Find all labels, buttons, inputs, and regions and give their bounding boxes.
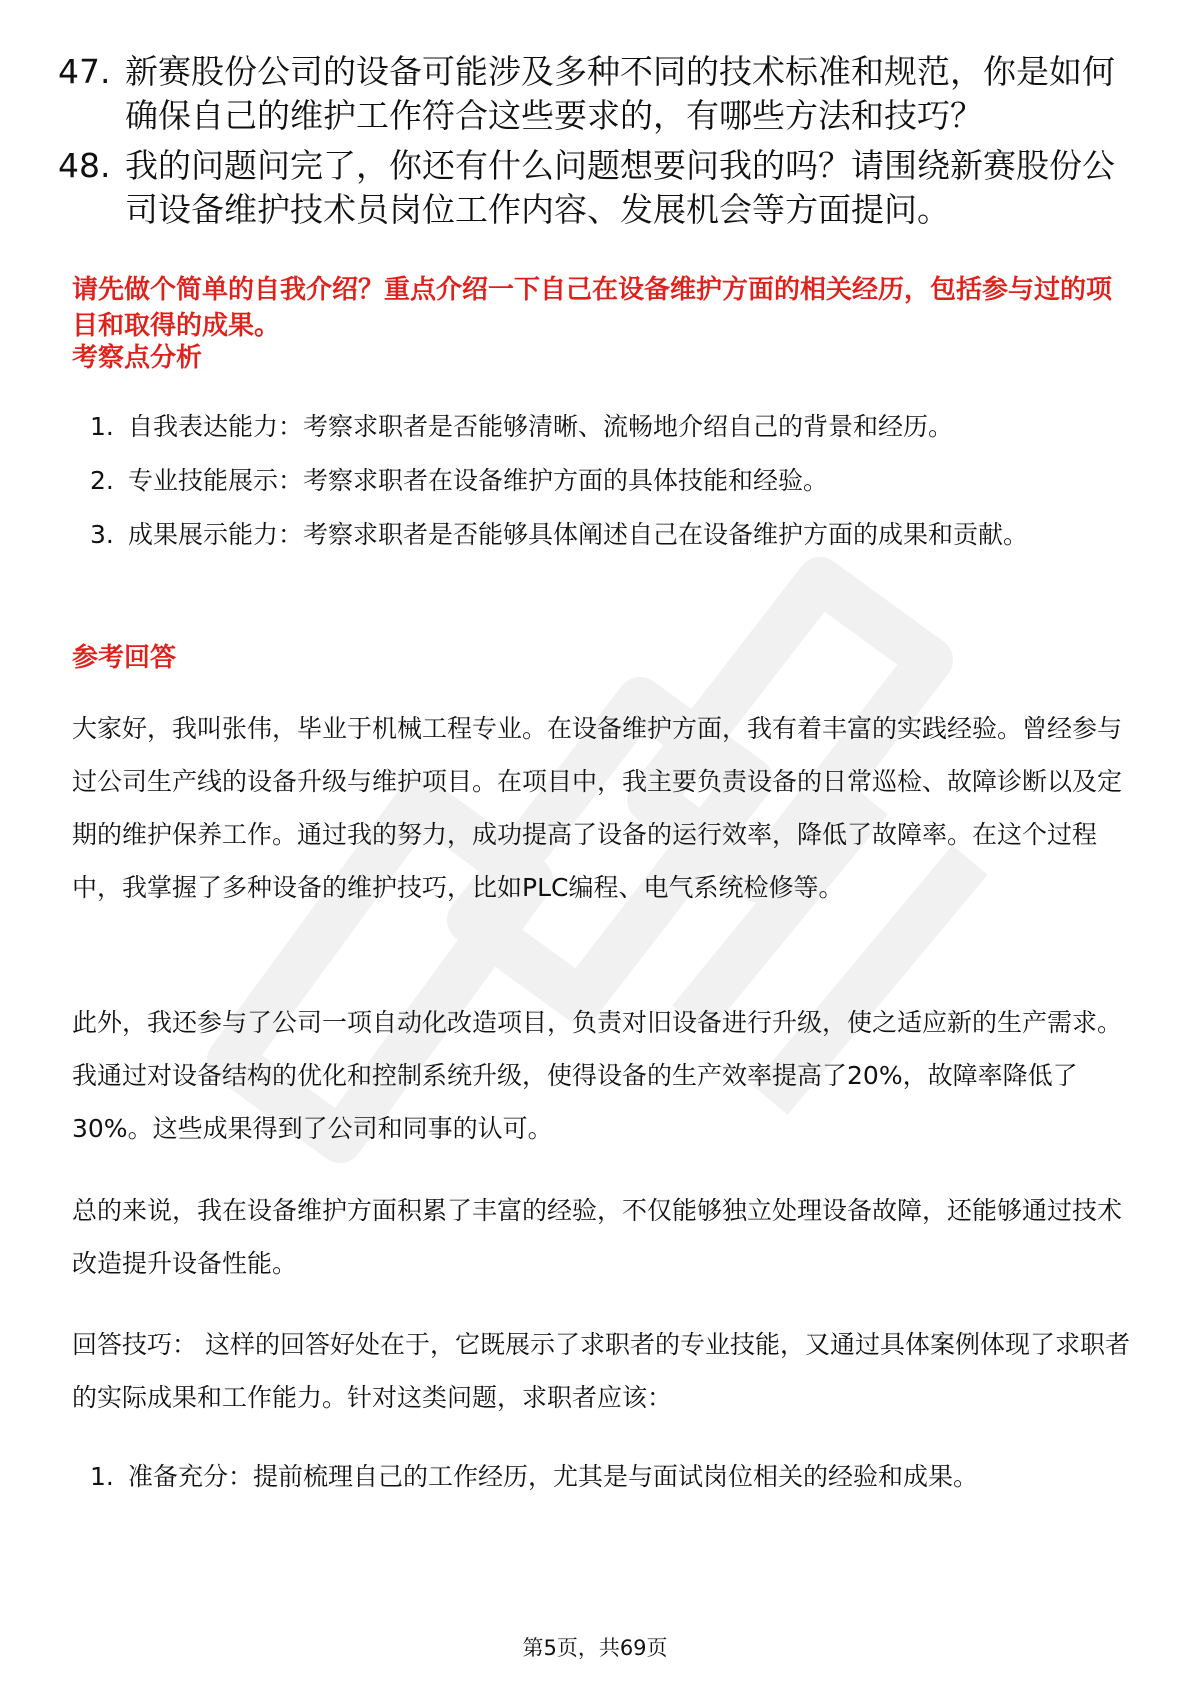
list-number: 1. <box>90 412 114 441</box>
page-footer: 第5页，共69页 <box>522 1636 668 1660</box>
question-number: 48. <box>58 146 111 185</box>
list-text: 专业技能展示：考察求职者在设备维护方面的具体技能和经验。 <box>128 466 829 495</box>
answer-paragraph: 大家好，我叫张伟，毕业于机械工程专业。在设备维护方面，我有着丰富的实践经验。曾经参与过公司生产线的设备升级与维护项目。在项目中，我主要负责设备的日常巡检、故障诊断以及定期的维护保养工作。通过我的努力，成功提高了设备的运行效率，降低了故障率。在这个过程中，我掌握了多种设备的维护技巧，比如PLC编程、电气系统检修等。 <box>72 714 1123 902</box>
question-text: 新赛股份公司的设备可能涉及多种不同的技术标准和规范，你是如何确保自己的维护工作符合这些要求的，有哪些方法和技巧？ <box>125 52 1115 135</box>
list-number: 3. <box>90 520 114 549</box>
list-text: 准备充分：提前梳理自己的工作经历，尤其是与面试岗位相关的经验和成果。 <box>128 1462 979 1491</box>
answer-tips-paragraph: 回答技巧： 这样的回答好处在于，它既展示了求职者的专业技能，又通过具体案例体现了求职者的实际成果和工作能力。针对这类问题，求职者应该： <box>72 1330 1130 1412</box>
list-number: 1. <box>90 1462 114 1491</box>
question-number: 47. <box>58 52 111 91</box>
answer-paragraph: 总的来说，我在设备维护方面积累了丰富的经验，不仅能够独立处理设备故障，还能够通过技术改造提升设备性能。 <box>72 1196 1123 1278</box>
reference-heading: 参考回答 <box>72 643 177 673</box>
list-text: 自我表达能力：考察求职者是否能够清晰、流畅地介绍自己的背景和经历。 <box>128 412 954 441</box>
analysis-heading: 考察点分析 <box>72 343 203 373</box>
list-number: 2. <box>90 466 114 495</box>
question-text: 我的问题问完了，你还有什么问题想要问我的吗？请围绕新赛股份公司设备维护技术员岗位工作内容、发展机会等方面提问。 <box>125 146 1115 229</box>
current-question: 请先做个简单的自我介绍？重点介绍一下自己在设备维护方面的相关经历，包括参与过的项目和取得的成果。 <box>72 275 1113 341</box>
answer-paragraph: 此外，我还参与了公司一项自动化改造项目，负责对旧设备进行升级，使之适应新的生产需求。我通过对设备结构的优化和控制系统升级，使得设备的生产效率提高了20%，故障率降低了30%。这些成果得到了公司和同事的认可。 <box>72 1008 1123 1143</box>
list-text: 成果展示能力：考察求职者是否能够具体阐述自己在设备维护方面的成果和贡献。 <box>128 520 1029 549</box>
